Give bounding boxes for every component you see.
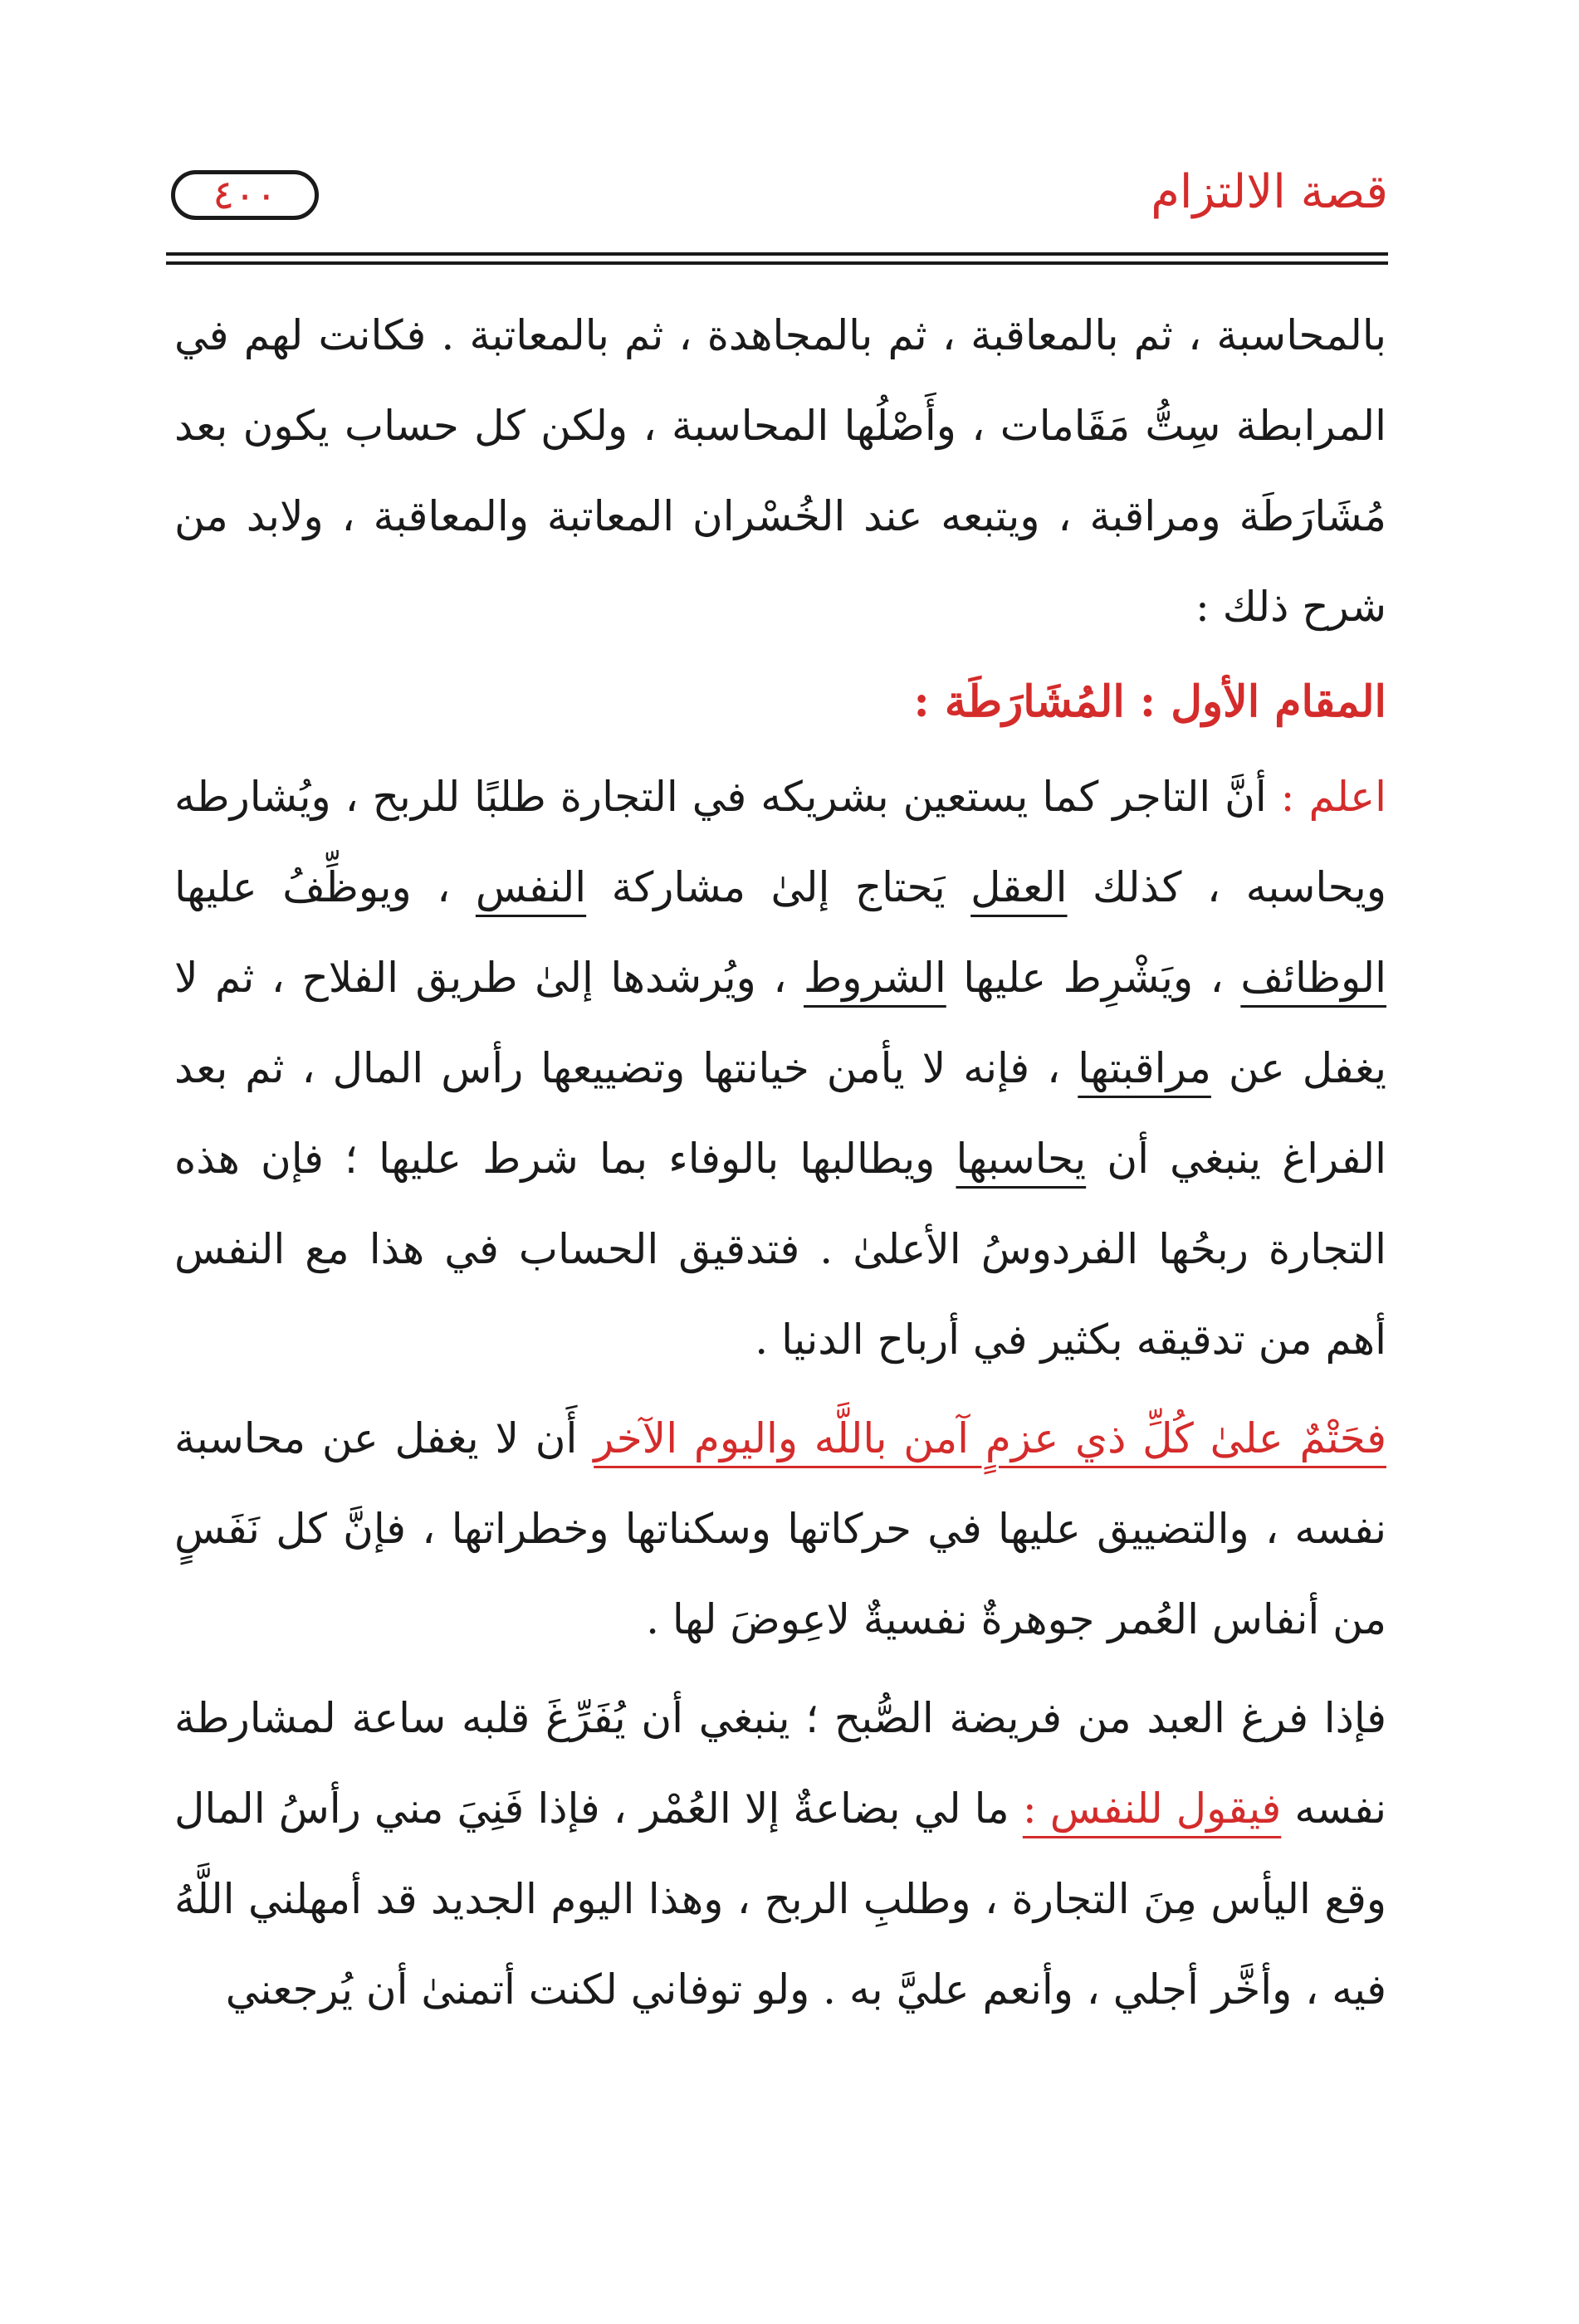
page-body — [174, 290, 1386, 2035]
book-title: قصة الالتزام — [1151, 165, 1388, 219]
underlined-term: العقل — [970, 863, 1068, 911]
paragraph-1: بالمحاسبة ، ثم بالمعاقبة ، ثم بالمجاهدة ، ثم بالمعاتبة . فكانت لهم في المرابطة سِتُّ مَقَامات ، وأَصْلُها المحاسبة ، ولكن كل حساب يكون بعد مُشَارَطَة ومراقبة ، ويتبعه عند الخُسْران المعاتبة والمعاقبة ، ولابد من شرح ذلك : — [174, 311, 1386, 631]
underlined-term: مراقبتها — [1078, 1044, 1211, 1092]
page-number: ٤٠٠ — [171, 170, 319, 220]
paragraph-3-lead: فحَتْمٌ علىٰ كُلِّ ذي عزمٍ آمن باللَّه واليوم الآخر — [594, 1414, 1386, 1462]
header-rule-bottom — [166, 261, 1388, 265]
header-rule-top — [166, 252, 1388, 256]
section-heading: المقام الأول : المُشَارَطَة : — [913, 676, 1386, 727]
underlined-term: الوظائف — [1240, 954, 1386, 1002]
paragraph-3: فحَتْمٌ علىٰ كُلِّ ذي عزمٍ آمن باللَّه واليوم الآخر أَن لا يغفل عن محاسبة نفسه ، والتضييق عليها في حركاتها وسكناتها وخطراتها ، فإنَّ كل نَفَسٍ من أنفاس العُمر جوهرةٌ نفسيةٌ لاعِوضَ لها . — [174, 1414, 1386, 1643]
paragraph-2-lead: اعلم : — [1280, 773, 1386, 821]
paragraph-2: اعلم : أنَّ التاجر كما يستعين بشريكه في التجارة طلبًا للربح ، ويُشارطه ويحاسبه ، كذلك العقل يَحتاج إلىٰ مشاركة النفس ، ويوظِّفُ عليها الوظائف ، ويَشْرِط عليها الشروط ، ويُرشدها إلىٰ طريق الفلاح ، ثم لا يغفل عن مراقبتها ، فإنه لا يأمن خيانتها وتضييعها رأس المال ، ثم بعد الفراغ ينبغي أن يحاسبها ويطالبها بالوفاء بما شرط عليها ؛ فإن هذه التجارة ربحُها الفردوسُ الأعلىٰ . فتدقيق الحساب في هذا مع النفس أهم من تدقيقه بكثير في أرباح الدنيا . — [174, 773, 1386, 1364]
page-header — [166, 154, 1388, 245]
underlined-term: يحاسبها — [956, 1135, 1087, 1183]
paragraph-4-lead: فيقول للنفس : — [1022, 1784, 1282, 1833]
underlined-term: النفس — [475, 863, 587, 911]
paragraph-4: فإذا فرغ العبد من فريضة الصُّبح ؛ ينبغي أن يُفَرِّغَ قلبه ساعة لمشارطة نفسه فيقول للنفس : ما لي بضاعةٌ إلا العُمْر ، فإذا فَنِيَ مني رأسُ المال وقع اليأس مِنَ التجارة ، وطلبِ الربح ، وهذا اليوم الجديد قد أمهلني اللَّهُ فيه ، وأخَّر أجلي ، وأنعم عليَّ به . ولو توفاني لكنت أتمنىٰ أن يُرجعني — [174, 1694, 1386, 2014]
underlined-term: الشروط — [804, 954, 946, 1002]
